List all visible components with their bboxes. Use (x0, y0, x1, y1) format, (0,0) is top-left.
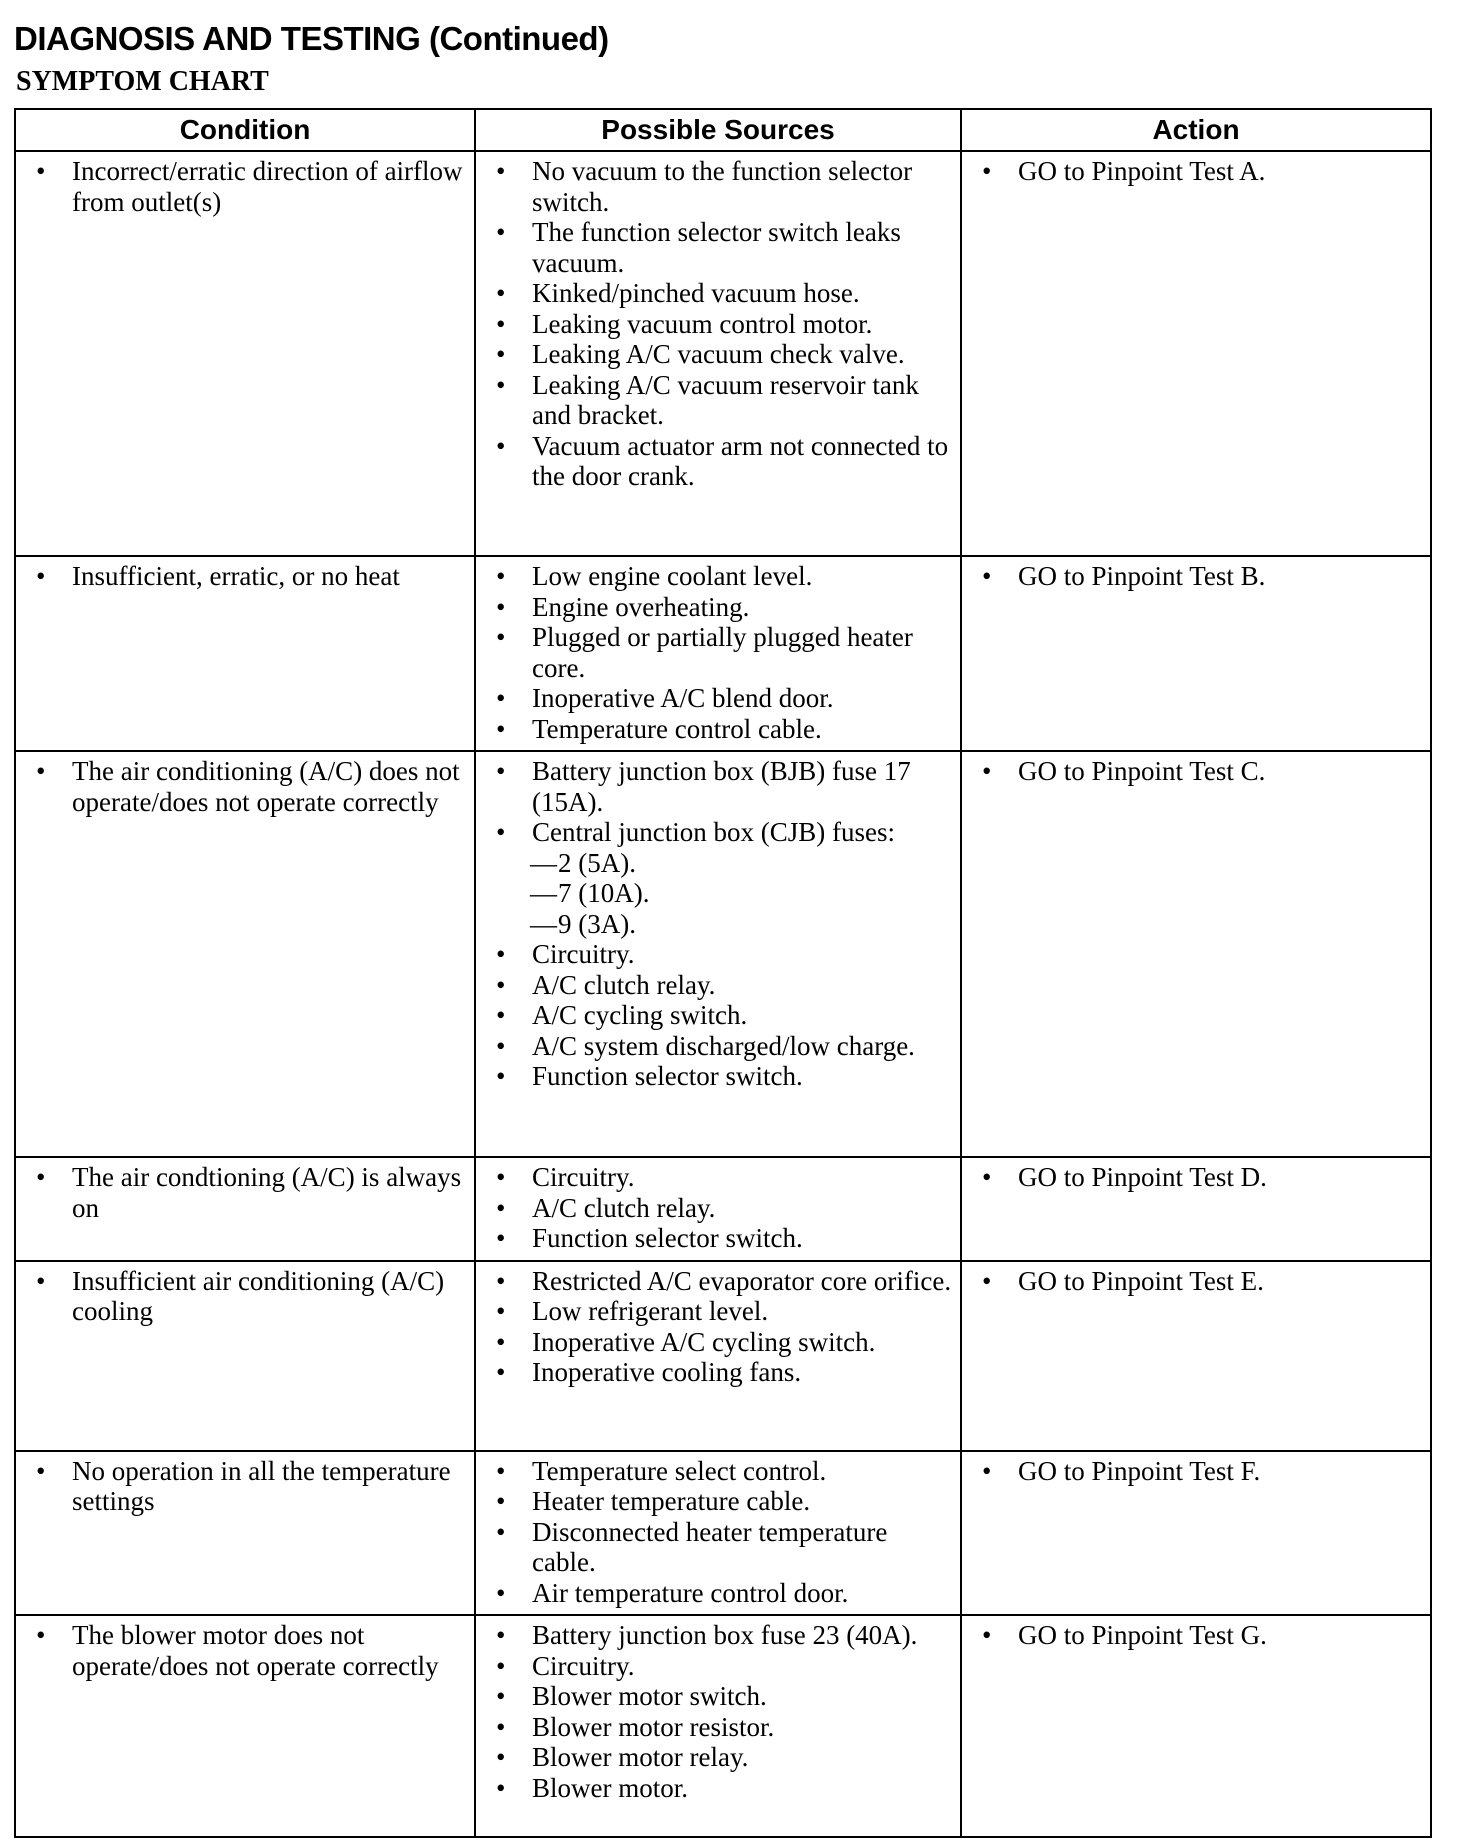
list-item (976, 1456, 1422, 1487)
action-cell (961, 151, 1431, 556)
column-header-possible-sources: Possible Sources (475, 109, 961, 151)
list-item (490, 1193, 952, 1224)
sources-cell (475, 1157, 961, 1261)
list-item (490, 1681, 952, 1712)
bullet-icon: • (982, 156, 992, 186)
bullet-icon: • (36, 1162, 46, 1192)
condition-text: No operation in all the temperature settings (72, 1455, 451, 1516)
list-item (490, 1296, 952, 1327)
action-cell (961, 1615, 1431, 1837)
list-item (490, 622, 952, 683)
list-item (490, 309, 952, 340)
bullet-icon: • (496, 1296, 506, 1326)
bullet-icon: • (496, 156, 506, 186)
bullet-icon: • (496, 1772, 506, 1803)
sub-list-item (490, 909, 952, 940)
list-item (490, 714, 952, 745)
list-item (30, 561, 466, 592)
list-item (490, 1327, 952, 1358)
source-text: Inoperative cooling fans. (532, 1357, 802, 1387)
bullet-icon: • (496, 369, 506, 400)
source-text: Leaking vacuum control motor. (532, 308, 873, 339)
bullet-icon: • (36, 1455, 46, 1486)
action-cell (961, 1157, 1431, 1261)
action-cell (961, 751, 1431, 1157)
source-text: Circuitry. (532, 1650, 635, 1681)
section-title: DIAGNOSIS AND TESTING (Continued) (14, 20, 609, 57)
action-text: GO to Pinpoint Test F. (1018, 1455, 1261, 1486)
action-text: GO to Pinpoint Test A. (1018, 156, 1266, 186)
list-item (490, 1061, 952, 1092)
list-item (490, 683, 952, 714)
table-row (15, 1615, 1431, 1837)
list-item (976, 1266, 1422, 1297)
bullet-icon: • (496, 339, 506, 369)
condition-text: Incorrect/erratic direction of airflow from outlet(s) (72, 156, 463, 217)
list-item (490, 1357, 952, 1388)
table-row (15, 556, 1431, 751)
source-text: Blower motor. (532, 1772, 688, 1803)
list-item (490, 1578, 952, 1609)
list-item (490, 561, 952, 592)
table-header-row (15, 109, 1431, 151)
bullet-icon: • (36, 756, 46, 786)
condition-text: Insufficient air conditioning (A/C) cooling (72, 1265, 445, 1326)
dash-icon: — (530, 908, 557, 939)
sources-cell (475, 751, 961, 1157)
table-row (15, 1261, 1431, 1451)
bullet-icon: • (496, 1326, 506, 1357)
list-item (490, 217, 952, 278)
list-item (976, 1620, 1422, 1651)
source-text: Battery junction box (BJB) fuse 17 (15A). (532, 756, 911, 817)
sources-cell (475, 151, 961, 556)
bullet-icon: • (496, 591, 506, 622)
source-text: Blower motor relay. (532, 1742, 749, 1772)
source-text: Blower motor resistor. (532, 1711, 775, 1742)
action-cell (961, 1451, 1431, 1616)
bullet-icon: • (496, 683, 506, 713)
bullet-icon: • (496, 969, 506, 1000)
list-item (490, 1456, 952, 1487)
bullet-icon: • (36, 1265, 46, 1296)
list-item (490, 156, 952, 217)
action-text: GO to Pinpoint Test D. (1018, 1162, 1267, 1192)
condition-cell (15, 1261, 475, 1451)
condition-cell (15, 751, 475, 1157)
source-text: Circuitry. (532, 939, 635, 969)
list-item (976, 1162, 1422, 1193)
source-text: Air temperature control door. (532, 1577, 849, 1608)
source-text: 7 (10A). (558, 878, 650, 908)
list-item (490, 339, 952, 370)
list-item (976, 561, 1422, 592)
action-cell (961, 1261, 1431, 1451)
source-text: Central junction box (CJB) fuses: (532, 817, 895, 847)
list-item (976, 756, 1422, 787)
list-item (490, 1742, 952, 1773)
source-text: Temperature control cable. (532, 713, 822, 744)
list-item (490, 1031, 952, 1062)
list-item (490, 1773, 952, 1804)
source-text: A/C system discharged/low charge. (532, 1030, 915, 1061)
bullet-icon: • (982, 561, 992, 591)
source-text: The function selector switch leaks vacuum. (532, 217, 901, 278)
bullet-icon: • (496, 1455, 506, 1486)
source-text: Low engine coolant level. (532, 561, 813, 591)
list-item (490, 939, 952, 970)
condition-text: The blower motor does not operate/does not operate correctly (72, 1620, 439, 1681)
source-text: Kinked/pinched vacuum hose. (532, 278, 860, 308)
sub-list-item (490, 878, 952, 909)
source-text: Blower motor switch. (532, 1681, 767, 1711)
bullet-icon: • (36, 156, 46, 186)
condition-cell (15, 556, 475, 751)
condition-text: The air condtioning (A/C) is always on (72, 1162, 462, 1223)
list-item (976, 156, 1422, 187)
condition-cell (15, 1451, 475, 1616)
list-item (30, 1620, 466, 1681)
source-text: Plugged or partially plugged heater core. (532, 622, 913, 683)
condition-text: The air conditioning (A/C) does not operate/does not operate correctly (72, 756, 460, 817)
bullet-icon: • (496, 217, 506, 247)
list-item (490, 1000, 952, 1031)
bullet-icon: • (982, 1455, 992, 1486)
list-item (30, 756, 466, 817)
sources-cell (475, 1451, 961, 1616)
source-text: Engine overheating. (532, 591, 750, 622)
bullet-icon: • (496, 1030, 506, 1061)
list-item (490, 756, 952, 817)
list-item (490, 431, 952, 492)
source-text: Disconnected heater temperature cable. (532, 1516, 888, 1577)
source-text: Leaking A/C vacuum reservoir tank and bracket. (532, 369, 919, 430)
source-text: Low refrigerant level. (532, 1296, 769, 1326)
list-item (490, 1223, 952, 1254)
list-item (30, 1456, 466, 1517)
bullet-icon: • (496, 756, 506, 786)
bullet-icon: • (496, 1742, 506, 1772)
source-text: Temperature select control. (532, 1455, 827, 1486)
column-header-condition: Condition (15, 109, 475, 151)
bullet-icon: • (496, 1061, 506, 1091)
table-row (15, 1157, 1431, 1261)
source-text: Inoperative A/C cycling switch. (532, 1326, 876, 1357)
bullet-icon: • (496, 1000, 506, 1030)
bullet-icon: • (496, 1711, 506, 1742)
bullet-icon: • (982, 1265, 992, 1296)
condition-text: Insufficient, erratic, or no heat (72, 561, 400, 591)
bullet-icon: • (496, 1265, 506, 1296)
list-item (490, 1712, 952, 1743)
source-text: Circuitry. (532, 1162, 635, 1192)
source-text: 9 (3A). (558, 908, 636, 939)
list-item (490, 592, 952, 623)
source-text: Restricted A/C evaporator core orifice. (532, 1265, 952, 1296)
bullet-icon: • (496, 430, 506, 461)
source-text: Function selector switch. (532, 1061, 803, 1091)
list-item (30, 156, 466, 217)
source-text: 2 (5A). (558, 847, 636, 878)
list-item (30, 1266, 466, 1327)
list-item (30, 1162, 466, 1223)
bullet-icon: • (496, 817, 506, 847)
bullet-icon: • (982, 756, 992, 786)
source-text: Vacuum actuator arm not connected to the door crank. (532, 430, 949, 491)
sub-list-item (490, 848, 952, 879)
action-cell (961, 556, 1431, 751)
bullet-icon: • (496, 308, 506, 339)
bullet-icon: • (496, 1357, 506, 1387)
dash-icon: — (530, 847, 557, 878)
list-item (490, 370, 952, 431)
bullet-icon: • (496, 1650, 506, 1681)
bullet-icon: • (496, 622, 506, 652)
bullet-icon: • (496, 561, 506, 591)
bullet-icon: • (496, 278, 506, 308)
bullet-icon: • (982, 1162, 992, 1192)
chart-title: SYMPTOM CHART (16, 66, 269, 97)
condition-cell (15, 151, 475, 556)
condition-cell (15, 1157, 475, 1261)
action-text: GO to Pinpoint Test G. (1018, 1620, 1267, 1650)
action-text: GO to Pinpoint Test E. (1018, 1265, 1264, 1296)
source-text: Battery junction box fuse 23 (40A). (532, 1620, 918, 1650)
bullet-icon: • (36, 561, 46, 591)
bullet-icon: • (496, 1681, 506, 1711)
source-text: A/C clutch relay. (532, 969, 716, 1000)
source-text: A/C cycling switch. (532, 1000, 748, 1030)
bullet-icon: • (496, 939, 506, 969)
list-item (490, 278, 952, 309)
dash-icon: — (530, 878, 557, 908)
action-text: GO to Pinpoint Test C. (1018, 756, 1266, 786)
source-text: No vacuum to the function selector switch. (532, 156, 913, 217)
bullet-icon: • (496, 1620, 506, 1650)
table-row (15, 1451, 1431, 1616)
list-item (490, 1517, 952, 1578)
document-page (14, 18, 1432, 1838)
bullet-icon: • (36, 1620, 46, 1650)
bullet-icon: • (496, 1223, 506, 1253)
symptom-chart-table (14, 108, 1432, 1838)
list-item (490, 817, 952, 848)
sources-cell (475, 1615, 961, 1837)
table-row (15, 751, 1431, 1157)
source-text: A/C clutch relay. (532, 1192, 716, 1223)
bullet-icon: • (496, 1486, 506, 1516)
source-text: Leaking A/C vacuum check valve. (532, 339, 905, 369)
table-row (15, 151, 1431, 556)
bullet-icon: • (496, 1162, 506, 1192)
condition-cell (15, 1615, 475, 1837)
list-item (490, 1620, 952, 1651)
action-text: GO to Pinpoint Test B. (1018, 561, 1266, 591)
list-item (490, 970, 952, 1001)
bullet-icon: • (496, 1516, 506, 1547)
list-item (490, 1266, 952, 1297)
bullet-icon: • (496, 1577, 506, 1608)
bullet-icon: • (496, 1192, 506, 1223)
list-item (490, 1486, 952, 1517)
sources-cell (475, 1261, 961, 1451)
source-text: Inoperative A/C blend door. (532, 683, 834, 713)
sources-cell (475, 556, 961, 751)
list-item (490, 1162, 952, 1193)
source-text: Function selector switch. (532, 1223, 803, 1253)
list-item (490, 1651, 952, 1682)
bullet-icon: • (982, 1620, 992, 1650)
source-text: Heater temperature cable. (532, 1486, 811, 1516)
bullet-icon: • (496, 713, 506, 744)
column-header-action: Action (961, 109, 1431, 151)
